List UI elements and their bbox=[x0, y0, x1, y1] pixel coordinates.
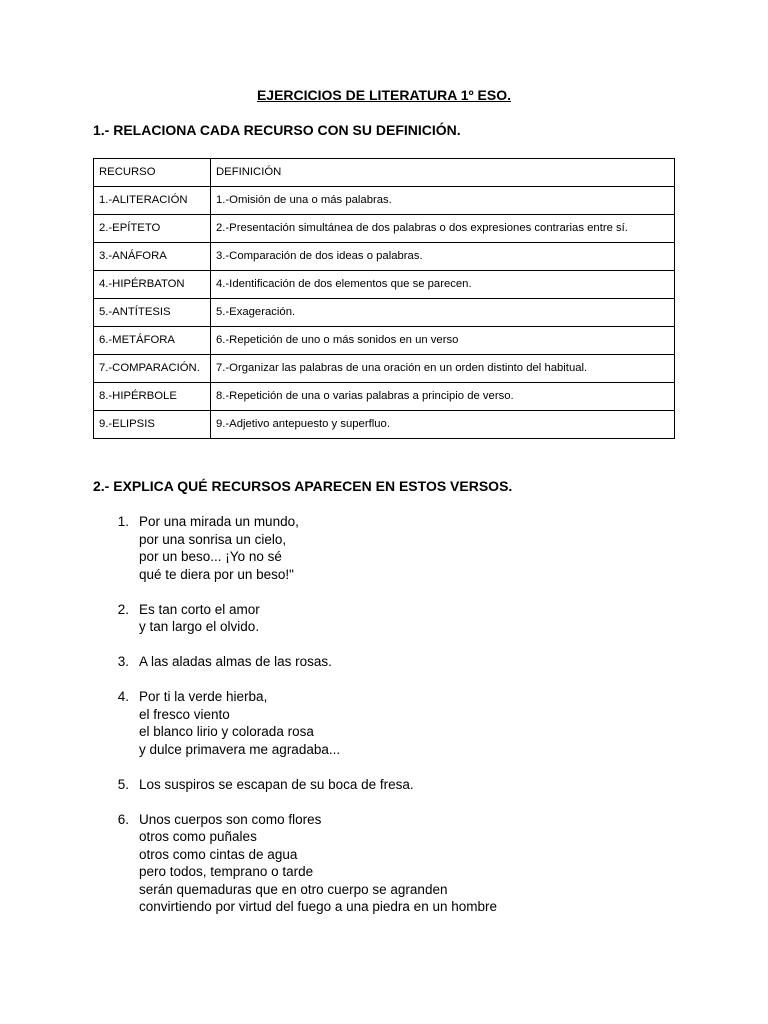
table-row bbox=[94, 271, 675, 299]
table-row bbox=[94, 187, 675, 215]
resource-cell: 4.-HIPÉRBATON bbox=[94, 271, 211, 299]
list-item bbox=[93, 601, 693, 636]
verse-line: por una sonrisa un cielo, bbox=[139, 531, 287, 547]
verses-list bbox=[93, 513, 693, 933]
verse-line: Es tan corto el amor bbox=[139, 601, 260, 617]
verse-number: 1. bbox=[117, 514, 129, 529]
definition-cell: 2.-Presentación simultánea de dos palabras o dos expresiones contrarias entre sí. bbox=[211, 215, 675, 243]
definition-cell: 8.-Repetición de una o varias palabras a principio de verso. bbox=[211, 383, 675, 411]
definition-cell: 7.-Organizar las palabras de una oración en un orden distinto del habitual. bbox=[211, 355, 675, 383]
table-row bbox=[94, 383, 675, 411]
resources-table bbox=[93, 158, 675, 439]
verse-line: qué te diera por un beso!" bbox=[139, 566, 294, 582]
table-row bbox=[94, 299, 675, 327]
verse-line: A las aladas almas de las rosas. bbox=[139, 654, 332, 669]
resource-cell: 9.-ELIPSIS bbox=[94, 411, 211, 439]
table-row bbox=[94, 243, 675, 271]
verse-number: 6. bbox=[117, 811, 129, 827]
verse-line: Los suspiros se escapan de su boca de fresa. bbox=[139, 776, 414, 792]
column-header-recurso: RECURSO bbox=[94, 159, 211, 187]
verse-line: convirtiendo por virtud del fuego a una piedra en un hombre bbox=[139, 899, 497, 914]
resource-cell: 1.-ALITERACIÓN bbox=[94, 187, 211, 215]
verse-number: 2. bbox=[117, 601, 129, 617]
resource-cell: 2.-EPÍTETO bbox=[94, 215, 211, 243]
definition-cell: 3.-Comparación de dos ideas o palabras. bbox=[211, 243, 675, 271]
page-title: EJERCICIOS DE LITERATURA 1º ESO. bbox=[256, 87, 512, 103]
resource-cell: 6.-METÁFORA bbox=[94, 327, 211, 355]
definition-cell: 9.-Adjetivo antepuesto y superfluo. bbox=[211, 411, 675, 439]
definition-cell: 6.-Repetición de uno o más sonidos en un verso bbox=[211, 327, 675, 355]
section-2-heading: 2.- EXPLICA QUÉ RECURSOS APARECEN EN ESTOS VERSOS. bbox=[93, 478, 513, 494]
verse-line: pero todos, temprano o tarde bbox=[139, 864, 314, 879]
table-row bbox=[94, 215, 675, 243]
table-row bbox=[94, 327, 675, 355]
verse-line: Unos cuerpos son como flores bbox=[139, 811, 322, 827]
verse-number: 5. bbox=[117, 776, 129, 792]
verse-line: por un beso... ¡Yo no sé bbox=[139, 549, 282, 564]
resource-cell: 7.-COMPARACIÓN. bbox=[94, 355, 211, 383]
verse-line: otros como puñales bbox=[139, 829, 257, 844]
verse-line: el fresco viento bbox=[139, 706, 230, 722]
list-item bbox=[93, 653, 693, 671]
verse-number: 4. bbox=[117, 689, 129, 704]
verse-number: 3. bbox=[117, 654, 129, 669]
resource-cell: 5.-ANTÍTESIS bbox=[94, 299, 211, 327]
list-item bbox=[93, 688, 693, 758]
resource-cell: 3.-ANÁFORA bbox=[94, 243, 211, 271]
list-item bbox=[93, 811, 693, 916]
table-header-row bbox=[94, 159, 675, 187]
definition-cell: 1.-Omisión de una o más palabras. bbox=[211, 187, 675, 215]
verse-line: y tan largo el olvido. bbox=[139, 619, 260, 634]
resource-cell: 8.-HIPÉRBOLE bbox=[94, 383, 211, 411]
section-1-heading: 1.- RELACIONA CADA RECURSO CON SU DEFINICIÓN. bbox=[93, 122, 461, 138]
verse-line: serán quemaduras que en otro cuerpo se agranden bbox=[139, 881, 448, 897]
list-item bbox=[93, 776, 693, 794]
definition-cell: 5.-Exageración. bbox=[211, 299, 675, 327]
verse-line: y dulce primavera me agradaba... bbox=[139, 741, 341, 757]
verse-line: otros como cintas de agua bbox=[139, 846, 298, 862]
verse-line: Por ti la verde hierba, bbox=[139, 689, 268, 704]
column-header-definicion: DEFINICIÓN bbox=[211, 159, 675, 187]
list-item bbox=[93, 513, 693, 583]
table-row bbox=[94, 355, 675, 383]
definition-cell: 4.-Identificación de dos elementos que se parecen. bbox=[211, 271, 675, 299]
verse-line: Por una mirada un mundo, bbox=[139, 514, 299, 529]
verse-line: el blanco lirio y colorada rosa bbox=[139, 724, 314, 739]
table-row bbox=[94, 411, 675, 439]
